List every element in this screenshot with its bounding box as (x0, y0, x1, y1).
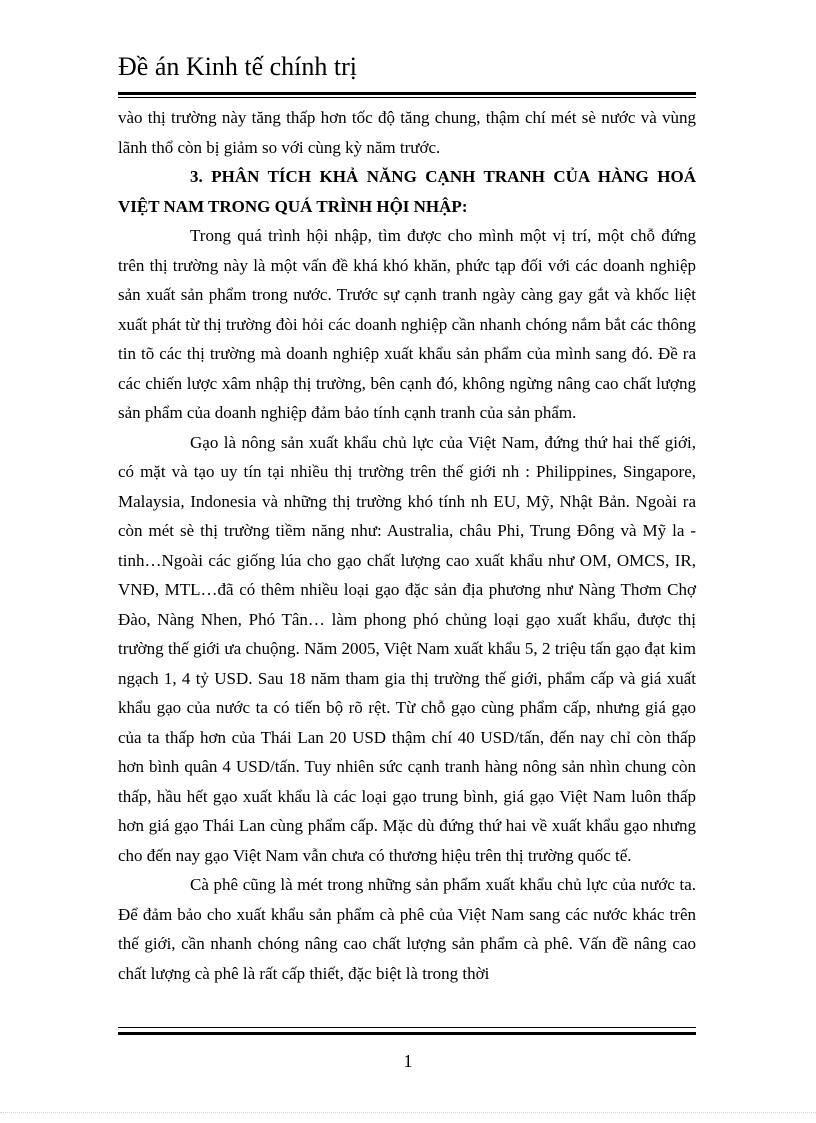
page-bottom-border (0, 1112, 816, 1113)
page-number: 1 (403, 1051, 413, 1071)
footer-rule-thick (118, 1032, 696, 1035)
paragraph: Gạo là nông sản xuất khẩu chủ lực của Việt Nam, đứng thứ hai thế giới, có mặt và tạo uy tín tại nhiều thị trường trên thế giới nh : Philippines, Singapore, Malaysia, Indonesia và những thị trường khó tính nh EU, Mỹ, Nhật Bản. Ngoài ra còn mét sè thị trường tiềm năng như: Australia, châu Phi, Trung Đông và Mỹ la - tinh…Ngoài các giống lúa cho gạo chất lượng cao xuất khẩu như OM, OMCS, IR, VNĐ, MTL…đã có thêm nhiều loại gạo đặc sản địa phương như Nàng Thơm Chợ Đào, Nàng Nhen, Phó Tân… làm phong phó chủng loại gạo xuất khẩu, được thị trường thế giới ưa chuộng. Năm 2005, Việt Nam xuất khẩu 5, 2 triệu tấn gạo đạt kim ngạch 1, 4 tỷ USD. Sau 18 năm tham gia thị trường thế giới, phẩm cấp và giá xuất khẩu gạo của nước ta có tiến bộ rõ rệt. Từ chỗ gạo cùng phẩm cấp, nhưng giá gạo của ta thấp hơn của Thái Lan 20 USD thậm chí 40 USD/tấn, đến nay chỉ còn thấp hơn bình quân 4 USD/tấn. Tuy nhiên sức cạnh tranh hàng nông sản nhìn chung còn thấp, hầu hết gạo xuất khẩu là các loại gạo trung bình, giá gạo Việt Nam luôn thấp hơn giá gạo Thái Lan cùng phẩm cấp. Mặc dù đứng thứ hai về xuất khẩu gạo nhưng cho đến nay gạo Việt Nam vẫn chưa có thương hiệu trên thị trường quốc tế. (118, 432, 696, 865)
header-rule-thin (118, 97, 696, 98)
paragraph: Cà phê cũng là mét trong những sản phẩm xuất khẩu chủ lực của nước ta. Để đảm bảo cho xuất khẩu sản phẩm cà phê của Việt Nam sang các nước khác trên thế giới, cần nhanh chóng nâng cao chất lượng sản phẩm cà phê. Vấn đề nâng cao chất lượng cà phê là rất cấp thiết, đặc biệt là trong thời (118, 875, 696, 983)
footer-rule-thin (118, 1027, 696, 1028)
header-title: Đề án Kinh tế chính trị (118, 52, 357, 81)
paragraph: Trong quá trình hội nhập, tìm được cho mình một vị trí, một chỗ đứng trên thị trường này là một vấn đề khá khó khăn, phức tạp đối với các doanh nghiệp sản xuất sản phẩm trong nước. Trước sự cạnh tranh ngày càng gay gắt và khốc liệt xuất phát từ thị trường đòi hỏi các doanh nghiệp cần nhanh chóng nắm bắt các thông tin tõ các thị trường mà doanh nghiệp xuất khẩu sản phẩm của mình sang đó. Đề ra các chiến lược xâm nhập thị trường, bên cạnh đó, không ngừng nâng cao chất lượng sản phẩm của doanh nghiệp đảm bảo tính cạnh tranh của sản phẩm. (118, 226, 696, 422)
header-rule-thick (118, 92, 696, 95)
section-heading: 3. PHÂN TÍCH KHẢ NĂNG CẠNH TRANH CỦA HÀNG HOÁ VIỆT NAM TRONG QUÁ TRÌNH HỘI NHẬP: (118, 167, 696, 216)
paragraph-continuation: vào thị trường này tăng thấp hơn tốc độ tăng chung, thậm chí mét sè nước và vùng lãnh thổ còn bị giảm so với cùng kỳ năm trước. (118, 108, 696, 157)
body-text (118, 103, 696, 988)
